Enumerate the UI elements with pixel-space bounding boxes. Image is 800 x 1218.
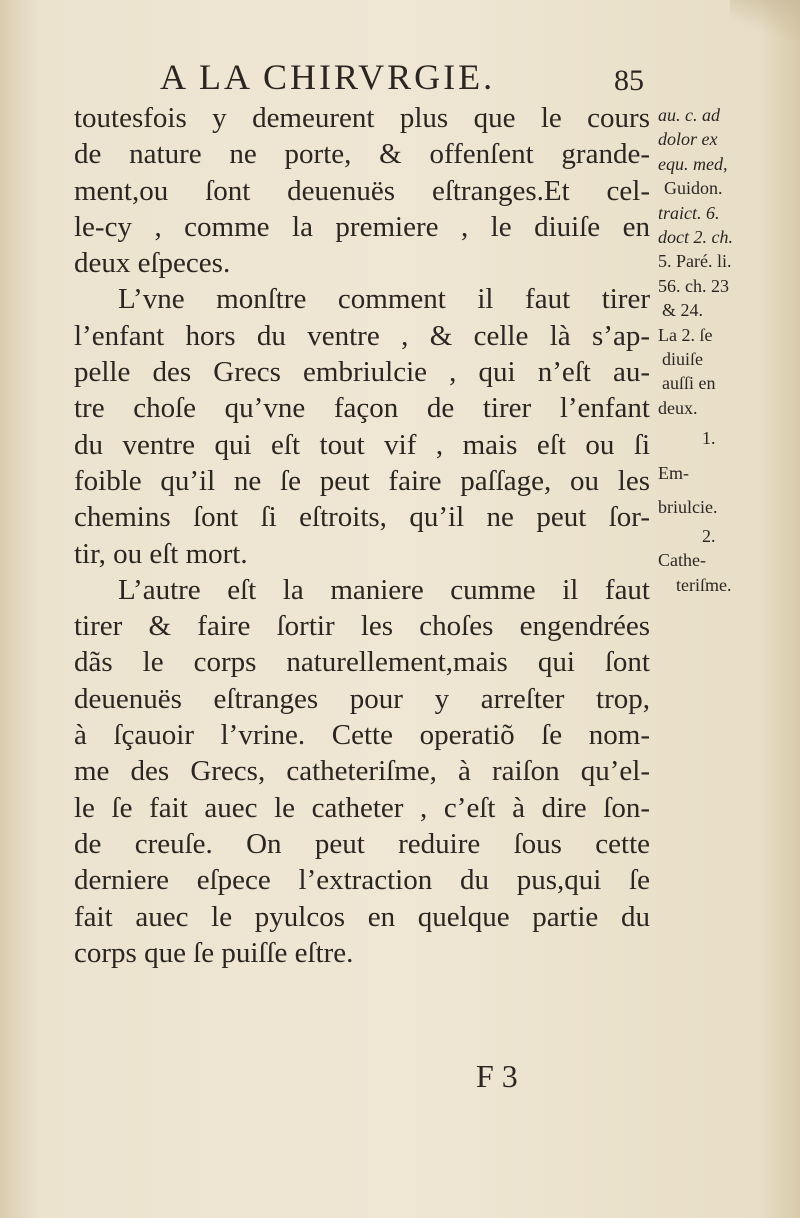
text-line: à ſçauoir l’vrine. Cette operatiõ ſe nom- xyxy=(74,719,650,752)
text-line: le-cy , comme la premiere , le diuiſe en xyxy=(74,210,650,243)
page-corner-fold xyxy=(730,0,800,40)
text-line: l’enfant hors du ventre , & celle là s’ap- xyxy=(74,319,650,352)
margin-note: traict. 6. xyxy=(658,202,720,223)
margin-note: equ. med, xyxy=(658,153,728,174)
text-line: L’autre eſt la maniere cumme il faut xyxy=(118,573,650,606)
text-line: me des Grecs, catheteriſme, à raiſon qu’el- xyxy=(74,755,650,788)
text-line: foible qu’il ne ſe peut faire paſſage, ou les xyxy=(74,464,650,497)
margin-note: dolor ex xyxy=(658,129,718,150)
margin-note: La 2. ſe xyxy=(658,324,713,345)
margin-note: Guidon. xyxy=(664,178,723,199)
margin-note: 56. ch. 23 xyxy=(658,275,729,296)
text-line: tre choſe qu’vne façon de tirer l’enfant xyxy=(74,392,650,425)
text-line: dãs le corps naturellement,mais qui ſont xyxy=(74,646,650,679)
text-line: le ſe fait auec le catheter , c’eſt à dire ſon- xyxy=(74,791,650,824)
text-line: derniere eſpece l’extraction du pus,qui ſe xyxy=(74,864,650,897)
margin-note: & 24. xyxy=(662,300,704,321)
text-line: deuenuës eſtranges pour y arreſter trop, xyxy=(74,682,650,715)
margin-notes xyxy=(658,103,778,597)
page-header xyxy=(0,52,800,102)
text-line: fait auec le pyulcos en quelque partie du xyxy=(74,900,650,933)
text-line: pelle des Grecs embriulcie , qui n’eſt au- xyxy=(74,356,650,389)
text-line: de nature ne porte, & offenſent grande- xyxy=(74,138,650,171)
text-line: tirer & faire ſortir les choſes engendrées xyxy=(74,610,650,643)
margin-note: diuiſe xyxy=(662,348,703,369)
margin-note: 1. xyxy=(702,428,716,449)
text-line: L’vne monſtre comment il faut tirer xyxy=(118,283,650,316)
margin-note: Em- xyxy=(658,463,689,484)
margin-note: doct 2. ch. xyxy=(658,226,733,247)
page-number: 85 xyxy=(614,64,644,97)
text-line: tir, ou eſt mort. xyxy=(74,537,248,570)
margin-note: 5. Paré. li. xyxy=(658,251,732,272)
text-line: toutesfois y demeurent plus que le cours xyxy=(74,102,650,134)
text-line: ment,ou ſont deuenuës eſtranges.Et cel- xyxy=(74,174,650,207)
text-line: corps que ſe puiſſe eſtre. xyxy=(74,936,354,969)
text-line: du ventre qui eſt tout vif , mais eſt ou ſi xyxy=(74,428,650,461)
margin-note: auſſi en xyxy=(662,373,716,394)
running-title: A LA CHIRVRGIE. xyxy=(160,57,496,97)
text-line: deux eſpeces. xyxy=(74,247,231,280)
margin-note: Cathe- xyxy=(658,550,706,571)
margin-note: 2. xyxy=(702,526,716,547)
signature-mark: F 3 xyxy=(476,1058,518,1094)
margin-note: teriſme. xyxy=(676,574,732,595)
text-line: chemins ſont ſi eſtroits, qu’il ne peut ſor- xyxy=(74,501,650,534)
text-line: de creuſe. On peut reduire ſous cette xyxy=(74,827,650,860)
margin-note: deux. xyxy=(658,397,698,418)
margin-note: au. c. ad xyxy=(658,105,720,125)
body-text xyxy=(74,100,650,971)
margin-note: briulcie. xyxy=(658,497,718,518)
